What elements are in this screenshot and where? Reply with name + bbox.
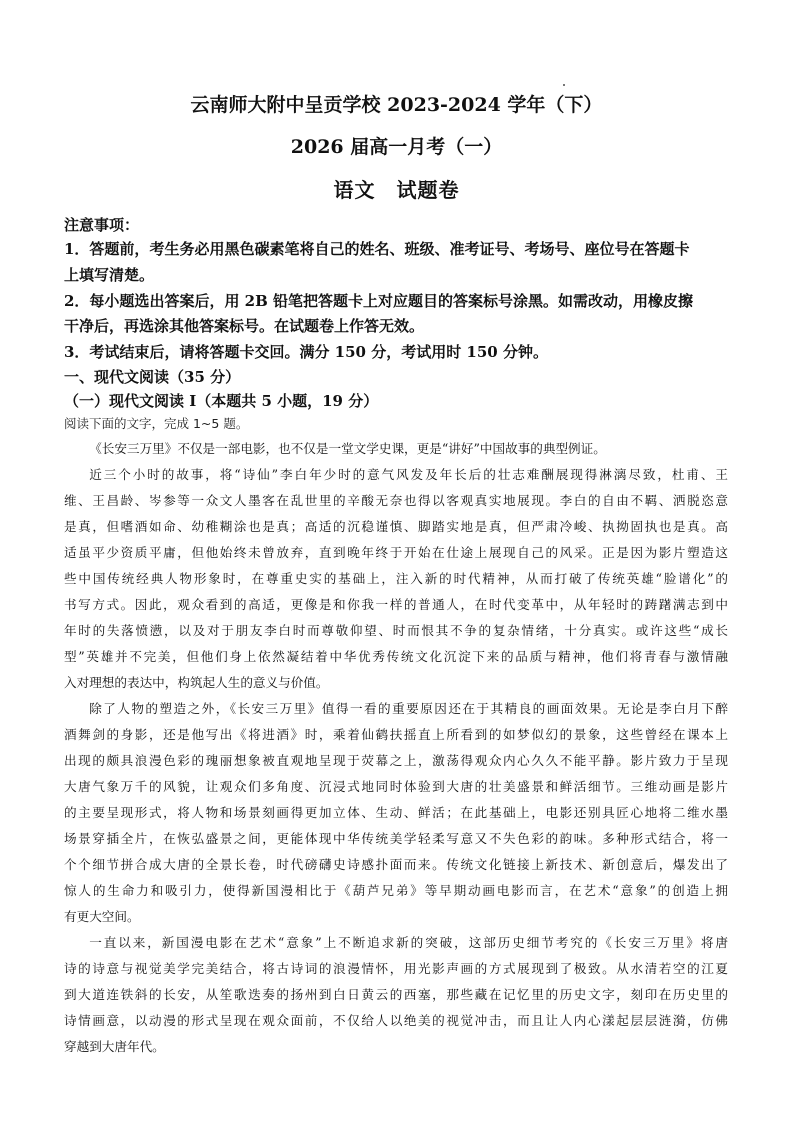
paragraph-line: 维、王昌龄、岑参等一众文人墨客在乱世里的辛酸无奈也得以客观真实地展现。李白的自由不羁、洒脱恣意 [64, 493, 728, 508]
paragraph-1 [64, 436, 728, 462]
paragraph-line: 些中国传统经典人物形象时，在尊重史实的基础上，注入新的时代精神，从而打破了传统英雄“脸谱化”的 [64, 571, 728, 586]
paragraph-line: 适虽平少资质平庸，但他始终未曾放弃，直到晚年终于开始在仕途上展现自己的风采。正是因为影片塑造这 [64, 545, 728, 560]
reading-passage [64, 436, 728, 1060]
paragraph-line: 诗情画意，以动漫的形式呈现在观众面前，不仅给人以绝美的视觉冲击，而且让人内心漾起层层涟漪，仿佛 [64, 1013, 728, 1028]
note-3: 3．考试结束后，请将答题卡交回。满分 150 分，考试用时 150 分钟。 [64, 343, 548, 361]
paragraph-line: 大唐气象万千的风貌，让观众们多角度、沉浸式地同时体验到大唐的壮美盛景和鲜活细节。三维动画是影片 [64, 779, 728, 794]
paragraph-line: 到大道连铁斜的长安，从笙歌迭奏的扬州到白日黄云的西塞，那些藏在记忆里的历史文字，刻印在历史里的 [64, 987, 728, 1002]
exam-title: 2026 届高一月考（一） [290, 136, 503, 158]
note-1-line-1: 1．答题前，考生务必用黑色碳素笔将自己的姓名、班级、准考证号、考场号、座位号在答题卡 [64, 240, 690, 258]
paragraph-line: 出现的颇具浪漫色彩的瑰丽想象被直观地呈现于荧幕之上，激荡得观众内心久久不能平静。影片致力于呈现 [64, 753, 728, 768]
paragraph-line: 一直以来，新国漫电影在艺术“意象”上不断追求新的突破，这部历史细节考究的《长安三万里》将唐 [89, 935, 728, 950]
paragraph-line: 是真，但嗜酒如命、幼稚糊涂也是真；高适的沉稳谨慎、脚踏实地是真，但严肃冷峻、执拗固执也是真。高 [64, 519, 728, 534]
paragraph-line: 的主要呈现形式，将人物和场景刻画得更加立体、生动、鲜活；在此基础上，电影还别具匠心地将二维水墨 [64, 805, 728, 820]
paragraph-line: 除了人物的塑造之外，《长安三万里》值得一看的重要原因还在于其精良的画面效果。无论是李白月下醉 [89, 701, 728, 716]
paragraph-line: 年时的失落愤懑，以及对于朋友李白时而尊敬仰望、时而恨其不争的复杂情绪，十分真实。或许这些“成长 [64, 623, 728, 638]
note-2-line-1: 2．每小题选出答案后，用 2B 铅笔把答题卡上对应题目的答案标号涂黑。如需改动，用橡皮擦 [64, 292, 694, 310]
section-heading: 一、现代文阅读（35 分） [64, 368, 241, 386]
paragraph-3 [64, 696, 728, 930]
paragraph-4 [64, 930, 728, 1060]
paragraph-line: 诗的诗意与视觉美学完美结合，将古诗词的浪漫情怀，用光影声画的方式展现到了极致。从水清若空的江夏 [64, 961, 728, 976]
paragraph-line: 酒舞剑的身影，还是他写出《将进酒》时，乘着仙鹤扶摇直上所看到的如梦似幻的景象，这些曾经在课本上 [64, 727, 728, 742]
paragraph-line: 入对理想的表达中，构筑起人生的意义与价值。 [64, 675, 329, 690]
paragraph-line: 近三个小时的故事，将“诗仙”李白年少时的意气风发及年长后的壮志难酬展现得淋漓尽致，杜甫、王 [89, 467, 728, 482]
subsection-heading: （一）现代文阅读 I（本题共 5 小题，19 分） [64, 392, 379, 410]
paragraph-line: 型”英雄并不完美，但他们身上依然凝结着中华优秀传统文化沉淀下来的品质与精神，他们将青春与激情融 [64, 649, 728, 664]
paragraph-line: 《长安三万里》不仅是一部电影，也不仅是一堂文学史课，更是“讲好”中国故事的典型例证。 [89, 441, 606, 456]
subject-title: 语文 试题卷 [333, 178, 460, 202]
note-1-line-2: 上填写清楚。 [64, 266, 155, 284]
scan-speck [563, 84, 565, 86]
note-2-line-2: 干净后，再选涂其他答案标号。在试题卷上作答无效。 [64, 317, 425, 335]
paragraph-line: 有更大空间。 [64, 909, 140, 924]
paragraph-2 [64, 462, 728, 696]
paragraph-line: 场景穿插全片，在恢弘盛景之间，更能体现中华传统美学轻柔写意又不失色彩的韵味。多种形式结合，将一 [64, 831, 728, 846]
paragraph-line: 惊人的生命力和吸引力，使得新国漫相比于《葫芦兄弟》等早期动画电影而言，在艺术“意象”的创造上拥 [64, 883, 728, 898]
paragraph-line: 穿越到大唐年代。 [64, 1039, 165, 1054]
paragraph-line: 个个细节拼合成大唐的全景长卷，时代磅礴史诗感扑面而来。传统文化链接上新技术、新创意后，爆发出了 [64, 857, 728, 872]
notes-heading: 注意事项： [64, 216, 140, 234]
school-title: 云南师大附中呈贡学校 2023-2024 学年（下） [190, 94, 603, 116]
reading-instruction: 阅读下面的文字，完成 1~5 题。 [64, 416, 249, 431]
paragraph-line: 书写方式。因此，观众看到的高适，更像是和你我一样的普通人，在时代变革中，从年轻时的踌躇满志到中 [64, 597, 728, 612]
